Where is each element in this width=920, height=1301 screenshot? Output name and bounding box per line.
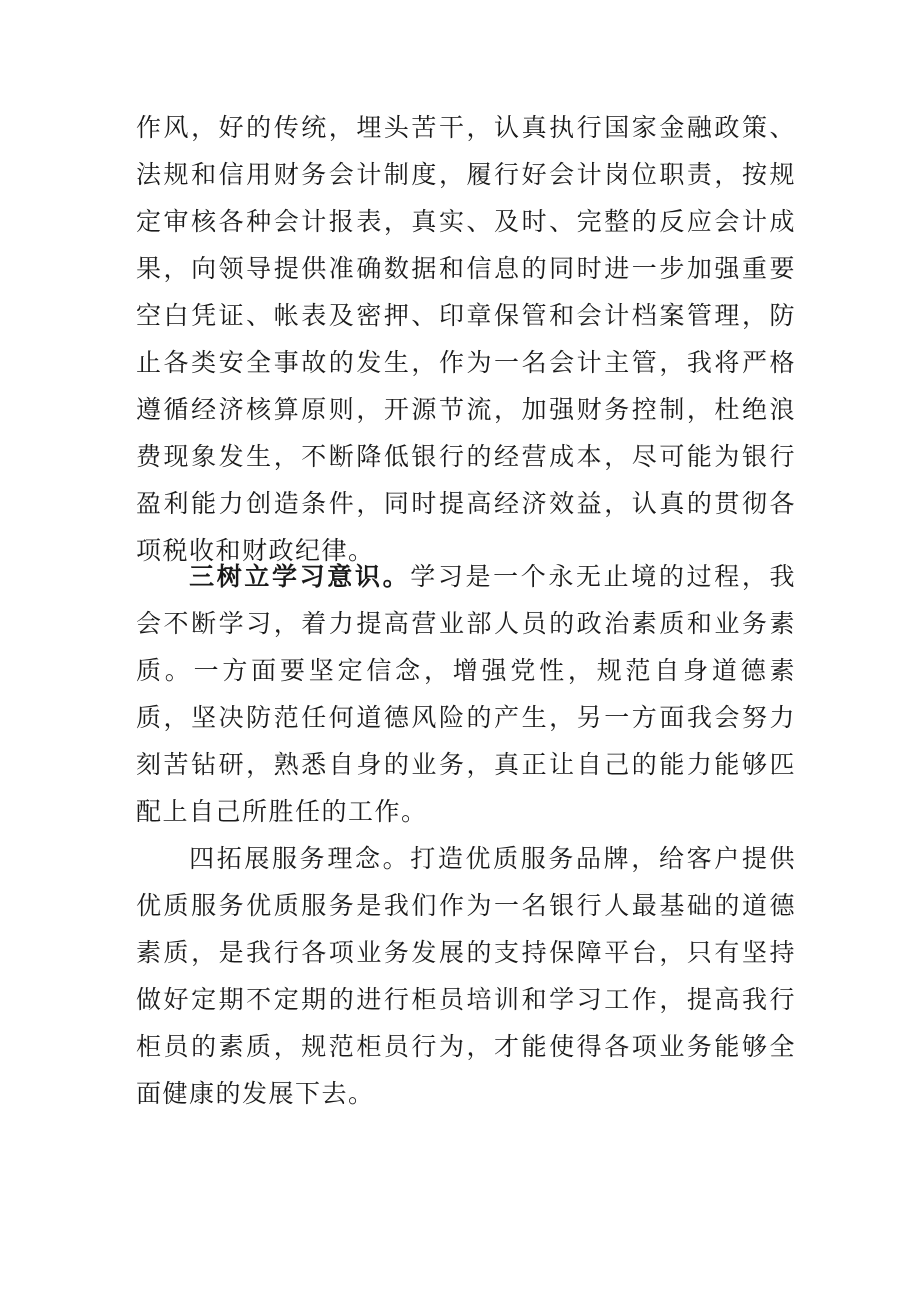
paragraph-learning-heading: 三树立学习意识。 bbox=[188, 562, 411, 591]
paragraph-service-text: 四拓展服务理念。打造优质服务品牌，给客户提供优质服务优质服务是我们作为一名银行人最基础的道德素质，是我行各项业务发展的支持保障平台，只有坚持做好定期不定期的进行柜员培训和学习工作，提高我行柜员的素质，规范柜员行为，才能使得各项业务能够全面健康的发展下去。 bbox=[136, 844, 796, 1108]
paragraph-accounting bbox=[136, 104, 796, 574]
paragraph-learning-body: 学习是一个永无止境的过程，我会不断学习，着力提高营业部人员的政治素质和业务素质。一方面要坚定信念，增强党性，规范自身道德素质，坚决防范任何道德风险的产生，另一方面我会努力刻苦钻研，熟悉自身的业务，真正让自己的能力能够匹配上自己所胜任的工作。 bbox=[136, 562, 796, 826]
paragraph-service bbox=[136, 835, 796, 1117]
paragraph-accounting-text: 作风，好的传统，埋头苦干，认真执行国家金融政策、法规和信用财务会计制度，履行好会计岗位职责，按规定审核各种会计报表，真实、及时、完整的反应会计成果，向领导提供准确数据和信息的同时进一步加强重要空白凭证、帐表及密押、印章保管和会计档案管理，防止各类安全事故的发生，作为一名会计主管，我将严格遵循经济核算原则，开源节流，加强财务控制，杜绝浪费现象发生，不断降低银行的经营成本，尽可能为银行盈利能力创造条件，同时提高经济效益，认真的贯彻各项税收和财政纪律。 bbox=[136, 113, 796, 565]
paragraph-learning bbox=[136, 553, 796, 835]
